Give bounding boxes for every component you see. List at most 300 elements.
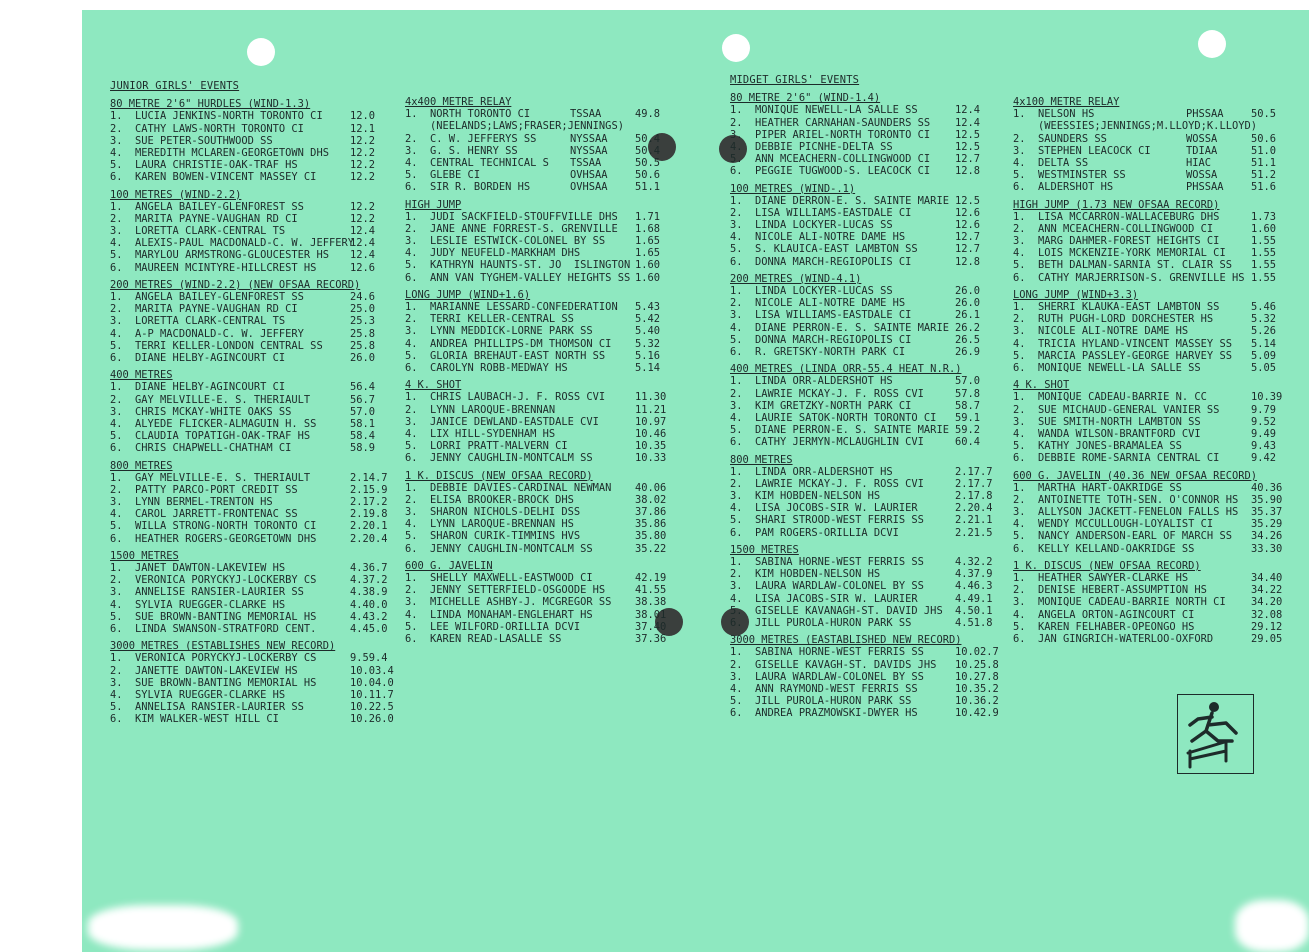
result-row <box>730 309 1000 321</box>
result-row <box>110 484 395 496</box>
result-row <box>1013 506 1293 518</box>
result-row <box>405 108 705 120</box>
result-row <box>1013 543 1293 555</box>
result-row <box>405 247 705 259</box>
result-value: 26.0 <box>350 352 376 364</box>
athlete-entry: 5. GLORIA BREHAUT-EAST NORTH SS <box>405 349 606 362</box>
athlete-entry: 3. LYNN MEDDICK-LORNE PARK SS <box>405 325 593 338</box>
athlete-entry: 4. A-P MACDONALD-C. W. JEFFERY <box>110 327 304 340</box>
result-row <box>405 572 705 584</box>
result-value: 12.7 <box>955 231 981 244</box>
athlete-entry: 3. KIM GRETZKY-NORTH PARK CI <box>730 399 912 412</box>
result-row <box>110 352 395 364</box>
result-value: 4.51.8 <box>955 616 993 629</box>
result-row <box>1013 247 1293 259</box>
result-value: 33.30 <box>1251 542 1283 555</box>
athlete-entry: 1. SABINA HORNE-WEST FERRIS SS <box>730 556 924 569</box>
result-row <box>730 605 1000 617</box>
event-block <box>405 289 705 374</box>
result-row <box>730 104 1000 116</box>
association-label: TDIAA <box>1186 144 1218 157</box>
result-row <box>405 272 705 284</box>
result-value: 26.0 <box>955 297 981 310</box>
association-label: OVHSAA <box>570 169 608 182</box>
event-block <box>1013 379 1293 464</box>
result-row <box>405 223 705 235</box>
column-midget-right <box>1013 96 1293 650</box>
result-value: 5.32 <box>635 337 661 350</box>
result-row <box>730 219 1000 231</box>
athlete-entry: 1. JUDI SACKFIELD-STOUFFVILLE DHS <box>405 210 618 223</box>
association-label: TSSAA <box>570 108 602 121</box>
athlete-entry: 5. WILLA STRONG-NORTH TORONTO CI <box>110 520 317 533</box>
result-row <box>1013 157 1293 169</box>
result-value: 24.6 <box>350 291 376 304</box>
result-row <box>110 159 395 171</box>
result-value: 50.6 <box>635 169 661 182</box>
event-title: 1500 METRES <box>110 549 179 562</box>
result-row <box>1013 211 1293 223</box>
result-row <box>110 665 395 677</box>
athlete-entry: 2. CATHY LAWS-NORTH TORONTO CI <box>110 122 304 135</box>
result-row <box>110 430 395 442</box>
athlete-entry: 5. ANNELISA RANSIER-LAURIER SS <box>110 701 304 714</box>
result-value: 37.86 <box>635 506 667 519</box>
athlete-entry: 2. VERONICA PORYCKYJ-LOCKERBY CS <box>110 574 317 587</box>
athlete-entry: 2. SAUNDERS SS <box>1013 132 1107 145</box>
result-value: 9.59.4 <box>350 652 388 665</box>
column-midget-left <box>730 74 1000 725</box>
result-value: 2.20.1 <box>350 520 388 533</box>
result-row <box>1013 572 1293 584</box>
athlete-entry: 4. LISA JACOBS-SIR W. LAURIER <box>730 592 918 605</box>
event-title: 80 METRE 2'6" HURDLES (WIND-1.3) <box>110 98 311 111</box>
athlete-entry: 4. DEBBIE PICNHE-DELTA SS <box>730 140 893 153</box>
result-row <box>110 689 395 701</box>
hurdler-logo <box>1177 694 1254 774</box>
result-row <box>1013 350 1293 362</box>
section-title <box>110 80 395 92</box>
result-row <box>730 646 1000 658</box>
result-row <box>110 171 395 183</box>
athlete-entry: 6. HEATHER ROGERS-GEORGETOWN DHS <box>110 532 317 545</box>
athlete-entry: 6. JILL PUROLA-HURON PARK SS <box>730 616 912 629</box>
event-block <box>730 273 1000 358</box>
result-value: 1.55 <box>1251 247 1277 260</box>
result-row <box>730 256 1000 268</box>
result-value: 25.0 <box>350 303 376 316</box>
event-block <box>730 92 1000 177</box>
athlete-entry: 4. LINDA MONAHAM-ENGLEHART HS <box>405 608 593 621</box>
result-row <box>110 213 395 225</box>
result-value: 40.06 <box>635 481 667 494</box>
event-title: 80 METRE 2'6" (WIND-1.4) <box>730 92 881 105</box>
result-row <box>1013 416 1293 428</box>
athlete-entry: 5. WESTMINSTER SS <box>1013 169 1126 182</box>
athlete-entry: 5. CLAUDIA TOPATIGH-OAK-TRAF HS <box>110 430 311 443</box>
result-row <box>1013 440 1293 452</box>
result-row <box>110 291 395 303</box>
result-row <box>730 424 1000 436</box>
event-block <box>405 96 705 194</box>
event-title: 400 METRES <box>110 369 173 382</box>
result-row <box>730 568 1000 580</box>
athlete-entry: 2. LYNN LAROQUE-BRENNAN <box>405 403 556 416</box>
result-row <box>110 225 395 237</box>
result-row <box>1013 609 1293 621</box>
result-value: 5.14 <box>635 361 661 374</box>
result-value: 10.22.5 <box>350 701 394 714</box>
result-value: 1.65 <box>635 247 661 260</box>
result-row <box>1013 169 1293 181</box>
result-row <box>110 701 395 713</box>
association-label: TSSAA <box>570 156 602 169</box>
result-row <box>730 129 1000 141</box>
athlete-entry: 6. JENNY CAUGHLIN-MONTCALM SS <box>405 452 593 465</box>
result-value: 26.1 <box>955 309 981 322</box>
athlete-entry: 6. DIANE HELBY-AGINCOURT CI <box>110 352 286 364</box>
result-row <box>1013 452 1293 464</box>
result-value: 42.19 <box>635 572 667 585</box>
result-value: 11.21 <box>635 403 667 416</box>
result-row <box>730 334 1000 346</box>
result-value: 4.32.2 <box>955 556 993 569</box>
event-block <box>730 634 1000 719</box>
result-value: 34.26 <box>1251 530 1283 543</box>
athlete-entry: 4. SYLVIA RUEGGER-CLARKE HS <box>110 598 286 611</box>
result-value: 10.39 <box>1251 391 1283 404</box>
result-row <box>1013 338 1293 350</box>
result-value: 4.46.3 <box>955 580 993 593</box>
result-value: 1.60 <box>1251 222 1277 235</box>
result-row <box>1013 428 1293 440</box>
event-block <box>110 550 395 635</box>
result-value: 12.6 <box>350 261 376 274</box>
result-value: 10.27.8 <box>955 670 999 683</box>
result-value: 12.2 <box>350 200 376 213</box>
athlete-entry: 3. MARG DAHMER-FOREST HEIGHTS CI <box>1013 235 1220 248</box>
result-row <box>1013 494 1293 506</box>
event-block <box>1013 560 1293 645</box>
athlete-entry: 4. CAROL JARRETT-FRONTENAC SS <box>110 508 298 521</box>
athlete-entry: 4. NICOLE ALI-NOTRE DAME HS <box>730 231 906 244</box>
result-row <box>730 490 1000 502</box>
event-title: 1 K. DISCUS (NEW OFSAA RECORD) <box>1013 559 1201 572</box>
result-value: 50.6 <box>1251 132 1277 145</box>
athlete-entry: 4. LYNN LAROQUE-BRENNAN HS <box>405 518 574 531</box>
event-title: 1 K. DISCUS (NEW OFSAA RECORD) <box>405 469 593 482</box>
result-row <box>110 496 395 508</box>
association-label: WOSSA <box>1186 169 1218 182</box>
result-row <box>730 297 1000 309</box>
column-junior-right <box>405 96 705 650</box>
result-row <box>730 165 1000 177</box>
result-row <box>1013 133 1293 145</box>
result-value: 12.5 <box>955 194 981 207</box>
result-row <box>405 362 705 374</box>
result-value: 50.5 <box>1251 108 1277 121</box>
result-row <box>110 381 395 393</box>
result-row <box>730 683 1000 695</box>
athlete-entry: 4. MEREDITH MCLAREN-GEORGETOWN DHS <box>110 146 329 159</box>
athlete-entry: 5. JILL PUROLA-HURON PARK SS <box>730 695 912 708</box>
result-value: 2.17.7 <box>955 465 993 478</box>
result-row <box>110 586 395 598</box>
result-value: 5.42 <box>635 313 661 326</box>
result-row <box>730 117 1000 129</box>
athlete-entry: 4. JUDY NEUFELD-MARKHAM DHS <box>405 247 581 260</box>
result-row <box>405 259 705 271</box>
result-row <box>405 518 705 530</box>
result-row <box>730 671 1000 683</box>
result-value: 10.26.0 <box>350 713 394 726</box>
athlete-entry: 2. ANTOINETTE TOTH-SEN. O'CONNOR HS <box>1013 493 1239 506</box>
result-value: 12.0 <box>350 110 376 123</box>
result-row <box>405 169 705 181</box>
result-value: 12.7 <box>955 243 981 256</box>
event-block <box>1013 289 1293 374</box>
result-row <box>110 262 395 274</box>
event-block <box>405 470 705 555</box>
athlete-entry: 2. NICOLE ALI-NOTRE DAME HS <box>730 297 906 310</box>
athlete-entry: 6. ANN VAN TYGHEM-VALLEY HEIGHTS SS <box>405 271 631 284</box>
result-value: 12.4 <box>350 249 376 262</box>
result-value: 4.37.2 <box>350 574 388 587</box>
event-title: 200 METRES (WIND-4.1) <box>730 272 862 285</box>
result-value: 38.38 <box>635 596 667 609</box>
result-row <box>730 707 1000 719</box>
result-value: 5.16 <box>635 349 661 362</box>
result-value: 5.46 <box>1251 301 1277 314</box>
result-row <box>1013 301 1293 313</box>
result-row <box>110 442 395 454</box>
result-row <box>1013 181 1293 193</box>
result-value: 26.0 <box>955 285 981 298</box>
event-block <box>110 369 395 454</box>
result-row <box>730 502 1000 514</box>
result-value: 4.40.0 <box>350 598 388 611</box>
event-title: 100 METRES (WIND-2.2) <box>110 188 242 201</box>
result-row <box>110 303 395 315</box>
result-value: 12.8 <box>955 255 981 268</box>
result-row <box>110 533 395 545</box>
athlete-entry: 5. KATHY JONES-BRAMALEA SS <box>1013 440 1182 453</box>
result-row <box>110 508 395 520</box>
event-title: 3000 METRES (ESTABLISHES NEW RECORD) <box>110 640 336 653</box>
event-block <box>730 544 1000 629</box>
athlete-entry: 2. KIM HOBDEN-NELSON HS <box>730 568 881 581</box>
athlete-entry: 4. ALYEDE FLICKER-ALMAGUIN H. SS <box>110 417 317 430</box>
athlete-entry: 2. DENISE HEBERT-ASSUMPTION HS <box>1013 584 1207 597</box>
result-value: 10.35 <box>635 440 667 453</box>
athlete-entry: 3. LISA WILLIAMS-EASTDALE CI <box>730 309 912 322</box>
athlete-entry: 6. PAM ROGERS-ORILLIA DCVI <box>730 526 899 539</box>
result-value: 12.6 <box>955 219 981 232</box>
athlete-entry: 3. MONIQUE CADEAU-BARRIE NORTH CI <box>1013 596 1226 609</box>
event-block <box>405 560 705 645</box>
event-block <box>110 279 395 364</box>
result-value: 29.05 <box>1251 632 1283 645</box>
event-block <box>110 189 395 274</box>
result-row <box>110 135 395 147</box>
result-value: 10.46 <box>635 427 667 440</box>
athlete-entry: 6. MAUREEN MCINTYRE-HILLCREST HS <box>110 261 317 274</box>
event-title: 600 G. JAVELIN <box>405 559 493 572</box>
athlete-entry: 5. NANCY ANDERSON-EARL OF MARCH SS <box>1013 530 1232 543</box>
athlete-entry: 5. GISELLE KAVANAGH-ST. DAVID JHS <box>730 604 943 617</box>
result-row <box>110 340 395 352</box>
result-value: 1.60 <box>635 271 661 284</box>
result-row <box>405 428 705 440</box>
athlete-entry: 1. ANGELA BAILEY-GLENFOREST SS <box>110 291 304 304</box>
event-title: 4x400 METRE RELAY <box>405 96 512 108</box>
result-value: 9.42 <box>1251 452 1277 465</box>
result-row <box>730 514 1000 526</box>
result-value: 32.08 <box>1251 608 1283 621</box>
result-row <box>730 527 1000 539</box>
result-value: 4.50.1 <box>955 604 993 617</box>
athlete-entry: 2. GAY MELVILLE-E. S. THERIAULT <box>110 393 311 406</box>
athlete-entry: 4. ANDREA PHILLIPS-DM THOMSON CI <box>405 337 612 350</box>
result-value: 9.79 <box>1251 403 1277 416</box>
result-value: 12.7 <box>955 153 981 166</box>
result-row <box>405 313 705 325</box>
result-row <box>730 556 1000 568</box>
athlete-entry: 4. LIX HILL-SYDENHAM HS <box>405 427 556 440</box>
result-row <box>405 325 705 337</box>
athlete-entry: 2. MARITA PAYNE-VAUGHAN RD CI <box>110 303 298 316</box>
event-block <box>730 454 1000 539</box>
result-row <box>405 404 705 416</box>
result-row <box>1013 482 1293 494</box>
athlete-entry: 5. GLEBE CI <box>405 169 481 182</box>
result-row <box>1013 235 1293 247</box>
result-value: 1.73 <box>1251 210 1277 223</box>
result-row <box>730 322 1000 334</box>
result-row <box>730 141 1000 153</box>
result-row <box>730 388 1000 400</box>
athlete-entry: 3. ALLYSON JACKETT-FENELON FALLS HS <box>1013 506 1239 519</box>
athlete-entry: 1. DEBBIE DAVIES-CARDINAL NEWMAN <box>405 481 612 494</box>
result-row <box>1013 518 1293 530</box>
section-title <box>730 74 1000 86</box>
result-row <box>110 574 395 586</box>
association-label: NYSSAA <box>570 144 608 157</box>
athlete-entry: 5. SUE BROWN-BANTING MEMORIAL HS <box>110 610 317 623</box>
athlete-entry: 1. NELSON HS <box>1013 108 1095 121</box>
result-value: 41.55 <box>635 584 667 597</box>
result-value: 34.40 <box>1251 572 1283 585</box>
result-value: 5.09 <box>1251 349 1277 362</box>
result-value: 10.03.4 <box>350 664 394 677</box>
section-title-text: JUNIOR GIRLS' EVENTS <box>110 80 240 92</box>
result-row <box>730 207 1000 219</box>
result-value: 35.22 <box>635 542 667 555</box>
athlete-entry: 6. DONNA MARCH-REGIOPOLIS CI <box>730 255 912 268</box>
result-value: 50.5 <box>635 156 661 169</box>
result-value: 58.1 <box>350 417 376 430</box>
result-row <box>730 346 1000 358</box>
result-row <box>405 440 705 452</box>
athlete-entry: 1. LISA MCCARRON-WALLACEBURG DHS <box>1013 210 1220 223</box>
result-row <box>405 120 705 132</box>
athlete-entry: 5. DIANE PERRON-E. S. SAINTE MARIE <box>730 424 949 437</box>
result-row <box>110 201 395 213</box>
result-value: 51.6 <box>1251 181 1277 194</box>
athlete-entry: 2. MARITA PAYNE-VAUGHAN RD CI <box>110 212 298 225</box>
result-row <box>405 211 705 223</box>
result-row <box>1013 223 1293 235</box>
result-row <box>110 520 395 532</box>
event-title: 1500 METRES <box>730 543 799 556</box>
result-value: 60.4 <box>955 436 981 449</box>
athlete-entry: 5. MARYLOU ARMSTRONG-GLOUCESTER HS <box>110 249 329 262</box>
result-row <box>730 478 1000 490</box>
result-row <box>730 659 1000 671</box>
athlete-entry: 3. LORETTA CLARK-CENTRAL TS <box>110 225 286 238</box>
athlete-entry: 5. MARCIA PASSLEY-GEORGE HARVEY SS <box>1013 349 1232 362</box>
athlete-entry: 4. CENTRAL TECHNICAL S <box>405 156 549 169</box>
result-value: 1.68 <box>635 222 661 235</box>
result-value: 10.36.2 <box>955 695 999 708</box>
result-row <box>110 147 395 159</box>
athlete-entry: 3. STEPHEN LEACOCK CI <box>1013 144 1151 157</box>
athlete-entry: 3. ANNELISE RANSIER-LAURIER SS <box>110 586 304 599</box>
result-row <box>1013 530 1293 542</box>
athlete-entry: (NEELANDS;LAWS;FRASER;JENNINGS) <box>405 120 624 133</box>
result-row <box>1013 108 1293 120</box>
event-title: 400 METRES (LINDA ORR-55.4 HEAT N.R.) <box>730 363 962 376</box>
result-row <box>1013 621 1293 633</box>
result-value: 2.15.9 <box>350 483 388 496</box>
punch-hole <box>722 34 750 62</box>
result-value: 4.45.0 <box>350 622 388 635</box>
event-title: 600 G. JAVELIN (40.36 NEW OFSAA RECORD) <box>1013 469 1257 482</box>
athlete-entry: 5. LAURA CHRISTIE-OAK-TRAF HS <box>110 159 298 172</box>
athlete-entry: 3. KIM HOBDEN-NELSON HS <box>730 490 881 503</box>
result-value: 12.4 <box>955 116 981 129</box>
result-row <box>730 195 1000 207</box>
athlete-entry: 4. TRICIA HYLAND-VINCENT MASSEY SS <box>1013 337 1232 350</box>
result-value: 58.4 <box>350 430 376 443</box>
athlete-entry: 6. LINDA SWANSON-STRATFORD CENT. <box>110 622 317 635</box>
athlete-entry: 2. JANETTE DAWTON-LAKEVIEW HS <box>110 664 298 677</box>
athlete-entry: 2. RUTH PUGH-LORD DORCHESTER HS <box>1013 313 1214 326</box>
result-row <box>405 391 705 403</box>
athlete-entry: 2. C. W. JEFFERYS SS <box>405 132 537 145</box>
athlete-entry: 2. GISELLE KAVAGH-ST. DAVIDS JHS <box>730 658 937 671</box>
result-value: 4.49.1 <box>955 592 993 605</box>
association-label: PHSSAA <box>1186 108 1224 121</box>
result-row <box>110 562 395 574</box>
result-row <box>405 482 705 494</box>
result-row <box>730 436 1000 448</box>
result-row <box>405 452 705 464</box>
athlete-entry: 2. LAWRIE MCKAY-J. F. ROSS CVI <box>730 387 924 400</box>
athlete-entry: 3. G. S. HENRY SS <box>405 144 518 157</box>
result-value: 25.8 <box>350 327 376 340</box>
athlete-entry: 2. LAWRIE MCKAY-J. F. ROSS CVI <box>730 477 924 490</box>
result-row <box>730 231 1000 243</box>
result-row <box>110 123 395 135</box>
athlete-entry: 6. JAN GINGRICH-WATERLOO-OXFORD <box>1013 632 1214 645</box>
result-row <box>730 580 1000 592</box>
result-value: 38.01 <box>635 608 667 621</box>
athlete-entry: 4. WENDY MCCULLOUGH-LOYALIST CI <box>1013 518 1214 531</box>
result-value: 5.05 <box>1251 361 1277 374</box>
result-value: 12.1 <box>350 122 376 135</box>
result-row <box>110 623 395 635</box>
